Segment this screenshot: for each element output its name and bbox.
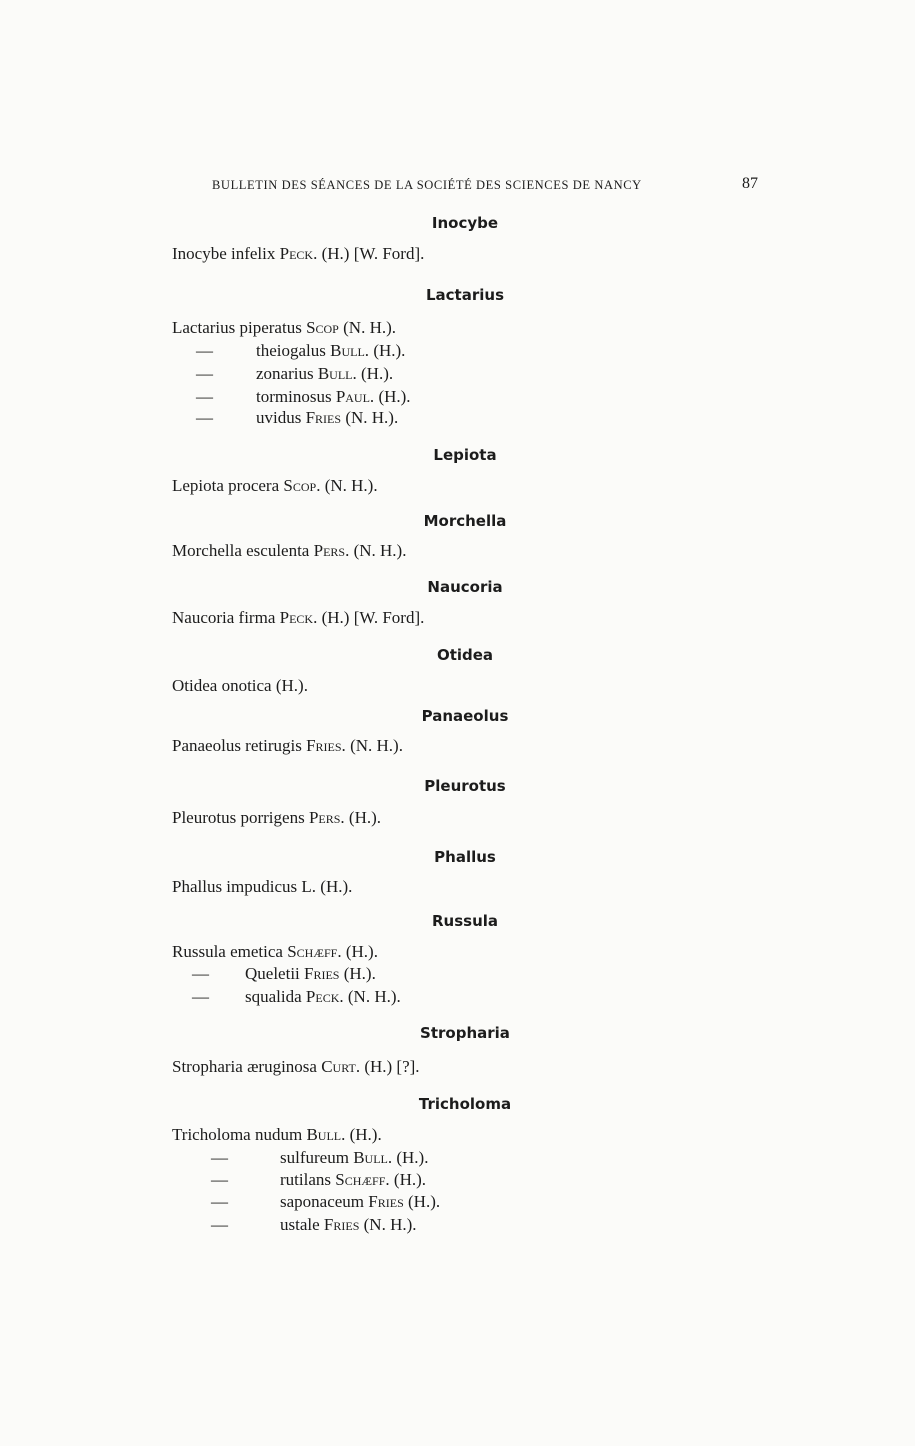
species-locality: (H.).: [393, 1170, 427, 1189]
species-entry: [172, 736, 403, 756]
species-locality: (N. H.).: [350, 736, 403, 755]
species-entry: [172, 1125, 382, 1145]
genus-heading: Morchella: [423, 512, 507, 530]
genus-heading: Lepiota: [433, 446, 497, 464]
species-author: Scop: [306, 318, 339, 337]
species-author: Bull.: [306, 1125, 346, 1144]
species-locality: (N. H.).: [347, 987, 401, 1006]
species-name: Inocybe infelix: [172, 244, 276, 263]
species-locality: (H.).: [408, 1192, 441, 1211]
ditto-dash: —: [196, 341, 213, 360]
species-locality: (H.).: [345, 942, 378, 961]
genus-heading: Naucoria: [427, 578, 503, 596]
species-entry: [256, 341, 405, 361]
species-author: Peck.: [279, 608, 318, 627]
species-entry: [172, 244, 424, 264]
ditto-dash: —: [211, 1192, 228, 1211]
running-header: [212, 175, 758, 193]
species-entry: [256, 364, 393, 384]
genus-heading: Inocybe: [431, 214, 499, 232]
species-locality: (H.).: [348, 808, 382, 827]
species-author: Bull.: [317, 364, 357, 383]
species-name: saponaceum: [280, 1192, 365, 1211]
species-name: Phallus impudicus: [172, 877, 298, 896]
species-locality: (H.).: [349, 1125, 382, 1144]
ditto-dash: —: [211, 1148, 228, 1167]
species-name: sulfureum: [280, 1148, 349, 1167]
species-entry: [280, 1215, 417, 1235]
species-author: Fries: [368, 1192, 404, 1211]
genus-heading: Phallus: [434, 848, 496, 866]
ditto-dash: —: [211, 1170, 228, 1189]
species-locality: (H.) [W. Ford].: [321, 244, 425, 263]
species-locality: (N. H.).: [343, 318, 397, 337]
species-locality: (H.).: [320, 877, 353, 896]
ditto-dash: —: [211, 1215, 228, 1234]
species-name: Otidea onotica: [172, 676, 272, 695]
species-name: torminosus: [256, 387, 332, 406]
species-locality: (H.).: [396, 1148, 429, 1167]
species-author: Pers.: [308, 808, 345, 827]
ditto-dash: —: [196, 387, 213, 406]
species-locality: (N. H.).: [363, 1215, 417, 1234]
species-locality: (N. H.).: [353, 541, 407, 560]
ditto-dash: —: [192, 964, 209, 983]
species-entry: [172, 676, 308, 696]
species-entry: [172, 608, 424, 628]
species-entry: [172, 541, 406, 561]
species-name: squalida: [245, 987, 302, 1006]
genus-heading: Otidea: [436, 646, 494, 664]
ditto-dash: —: [196, 408, 213, 427]
species-entry: [172, 808, 381, 828]
species-entry: [280, 1170, 426, 1190]
species-author: Fries: [323, 1215, 360, 1234]
species-entry: [172, 942, 378, 962]
species-author: Fries.: [306, 736, 346, 755]
species-author: Schæff.: [335, 1170, 390, 1189]
species-name: Lactarius piperatus: [172, 318, 302, 337]
page-number: 87: [742, 175, 758, 192]
species-entry: [256, 408, 398, 428]
species-name: Naucoria firma: [172, 608, 276, 627]
species-name: Tricholoma nudum: [172, 1125, 303, 1144]
species-author: Peck.: [279, 244, 318, 263]
species-locality: (H.).: [275, 676, 308, 695]
species-name: Stropharia æruginosa: [172, 1057, 317, 1076]
species-name: rutilans: [280, 1170, 331, 1189]
species-locality: (H.) [?].: [364, 1057, 420, 1076]
ditto-dash: —: [192, 987, 209, 1006]
species-author: Scop.: [283, 476, 321, 495]
species-name: theiogalus: [256, 341, 326, 360]
running-title: BULLETIN DES SÉANCES DE LA SOCIÉTÉ DES SCIENCES DE NANCY: [212, 178, 642, 192]
species-locality: (H.) [W. Ford].: [321, 608, 425, 627]
species-author: L.: [301, 877, 317, 896]
species-author: Schæff.: [287, 942, 342, 961]
species-author: Peck.: [305, 987, 344, 1006]
species-entry: [245, 964, 376, 984]
species-name: zonarius: [256, 364, 314, 383]
species-name: Queletii: [245, 964, 300, 983]
genus-heading: Russula: [431, 912, 499, 930]
species-entry: [172, 1057, 420, 1077]
ditto-dash: —: [196, 364, 213, 383]
species-name: Panaeolus retirugis: [172, 736, 302, 755]
species-author: Bull.: [353, 1148, 393, 1167]
species-locality: (H.).: [373, 341, 406, 360]
species-entry: [280, 1148, 428, 1168]
species-name: Russula emetica: [172, 942, 283, 961]
species-author: Paul.: [335, 387, 375, 406]
species-entry: [172, 476, 378, 496]
genus-heading: Tricholoma: [418, 1095, 512, 1113]
species-locality: (H.).: [361, 364, 394, 383]
genus-heading: Panaeolus: [421, 707, 509, 725]
species-name: ustale: [280, 1215, 320, 1234]
species-entry: [245, 987, 401, 1007]
species-entry: [256, 387, 411, 407]
genus-heading: Stropharia: [420, 1024, 510, 1042]
species-author: Fries: [305, 408, 342, 427]
species-entry: [280, 1192, 440, 1212]
species-locality: (H.).: [343, 964, 376, 983]
species-name: Pleurotus porrigens: [172, 808, 305, 827]
genus-heading: Lactarius: [425, 286, 504, 304]
species-author: Bull.: [330, 341, 370, 360]
species-entry: [172, 877, 352, 897]
species-author: Fries: [304, 964, 340, 983]
species-entry: [172, 318, 396, 338]
species-name: Lepiota procera: [172, 476, 280, 495]
species-name: uvidus: [256, 408, 302, 427]
genus-heading: Pleurotus: [424, 777, 506, 795]
species-name: Morchella esculenta: [172, 541, 310, 560]
species-author: Pers.: [313, 541, 350, 560]
species-author: Curt.: [321, 1057, 361, 1076]
species-locality: (H.).: [378, 387, 411, 406]
species-locality: (N. H.).: [345, 408, 399, 427]
species-locality: (N. H.).: [324, 476, 378, 495]
